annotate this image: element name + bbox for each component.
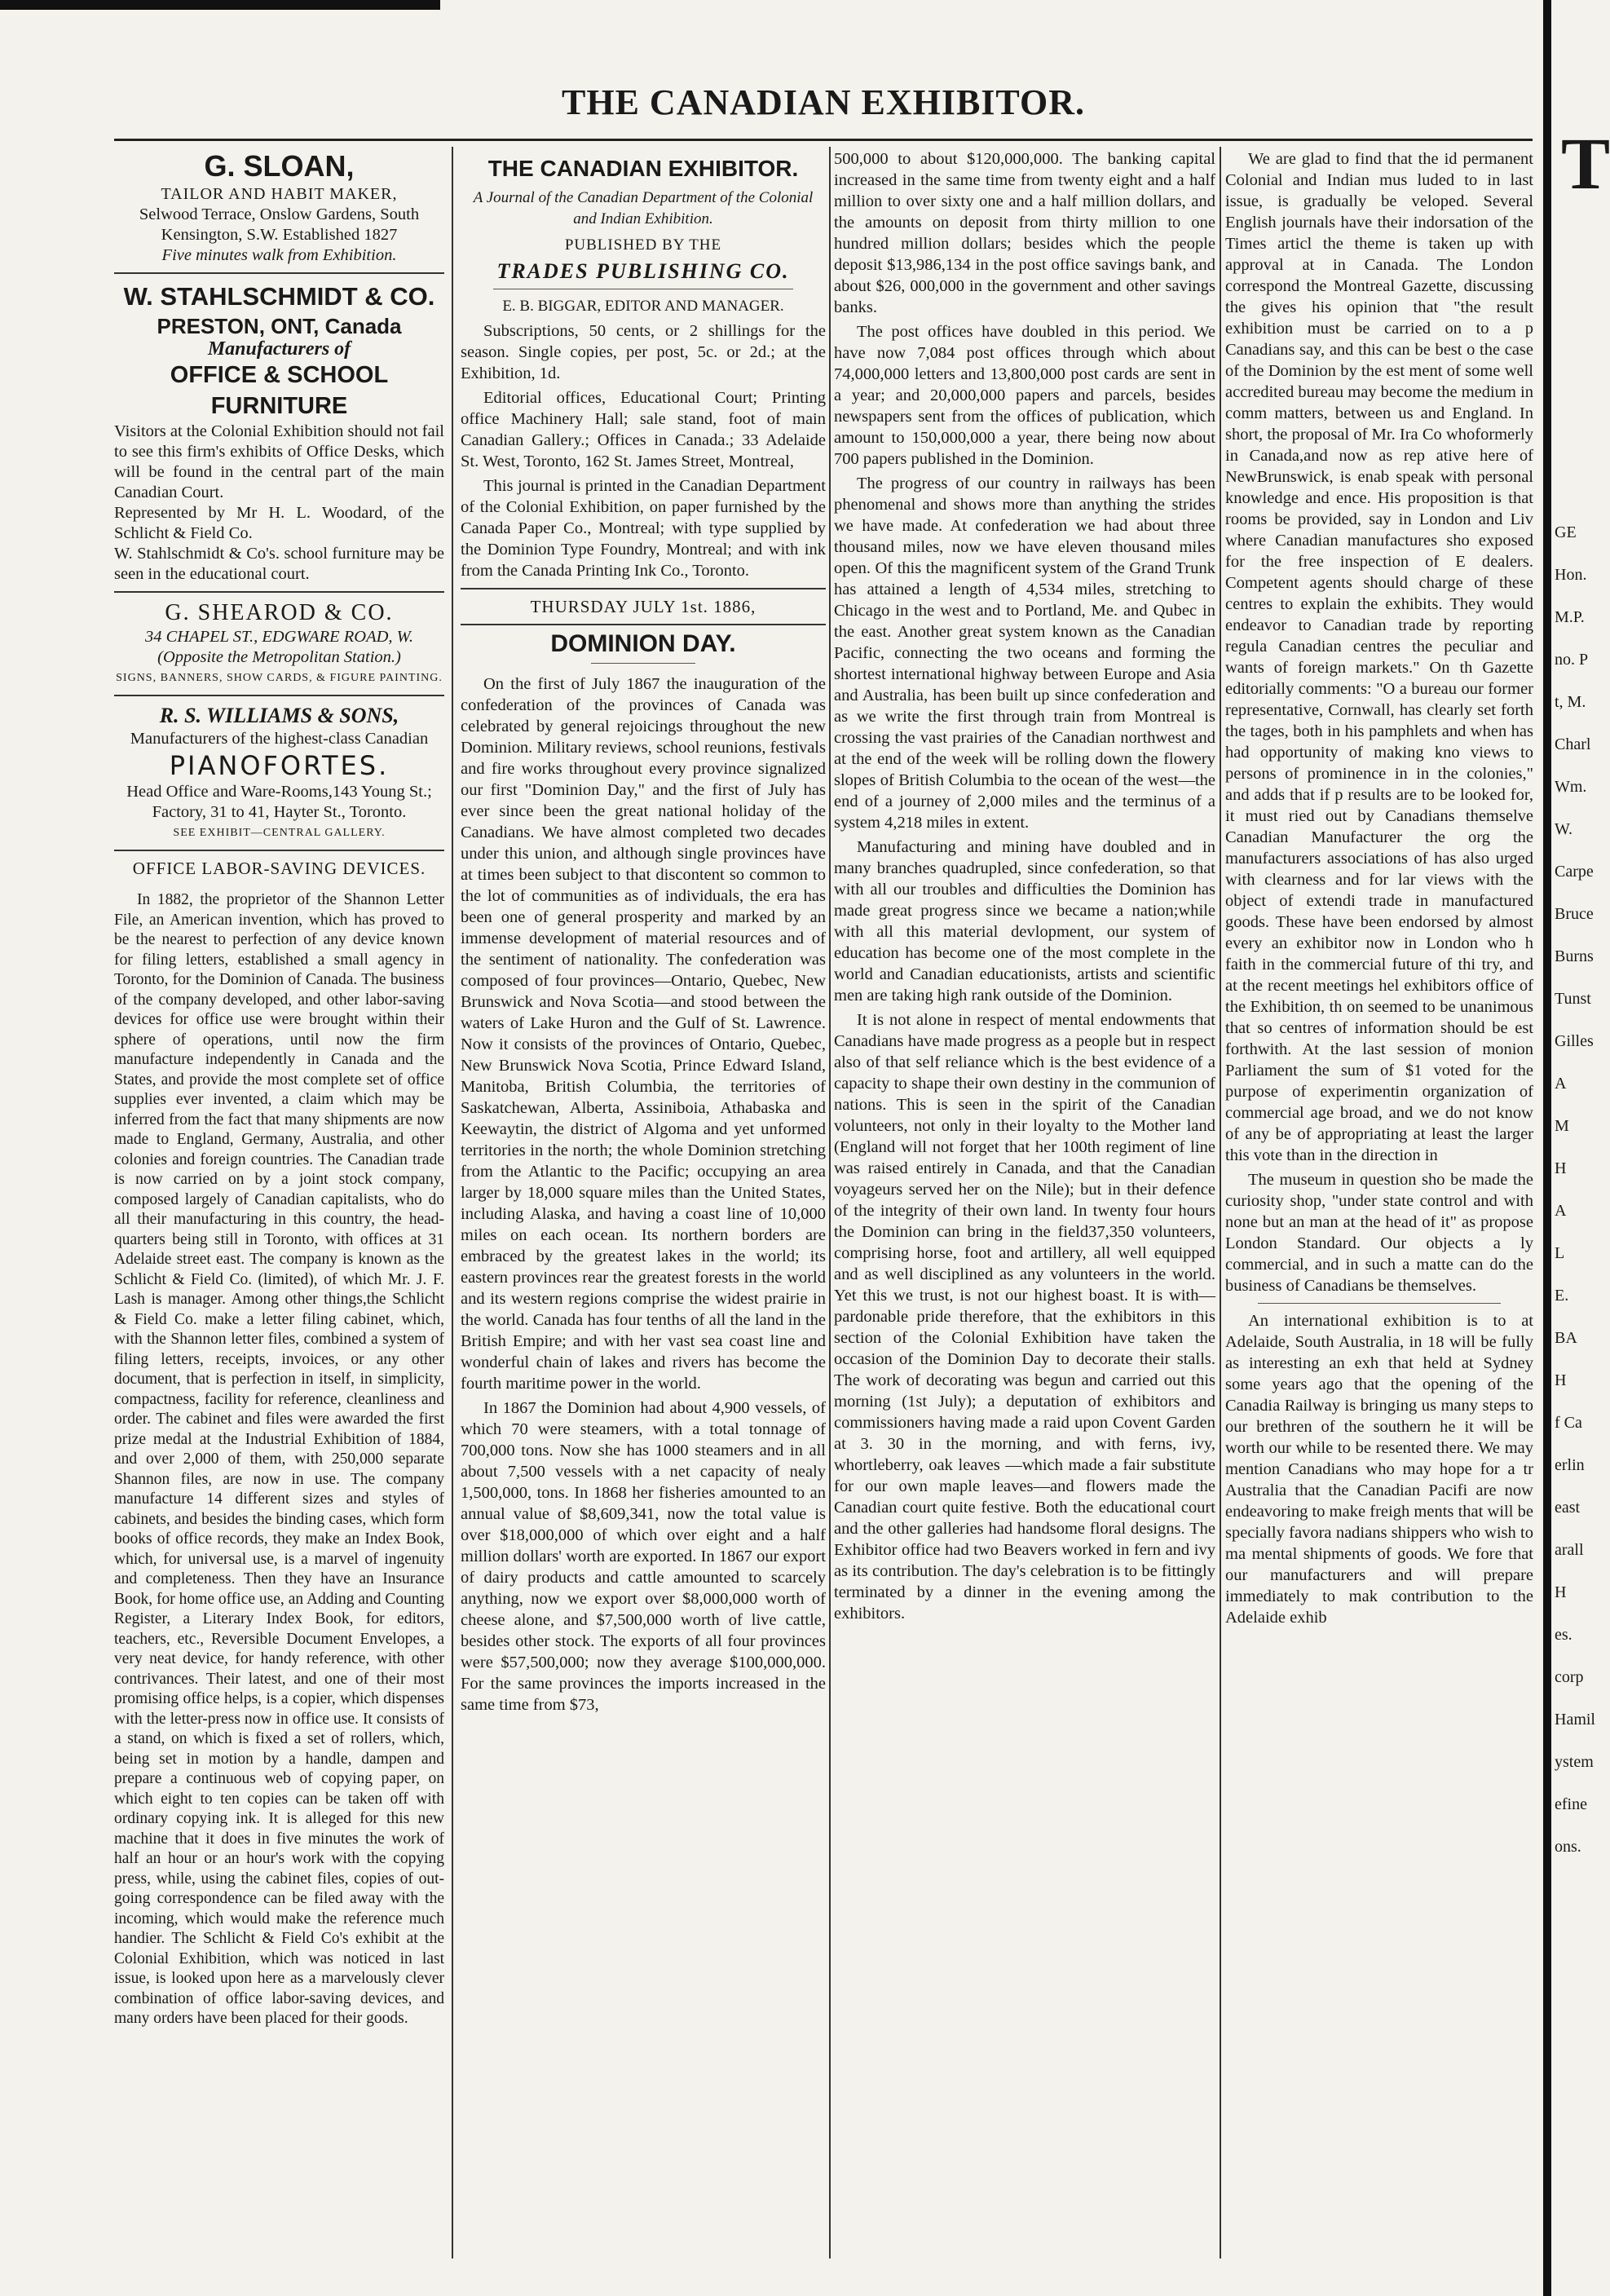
article-paragraph: The progress of our country in railways has been phenomenal and shows more than anything the strides we have made. At confederation we had about three thousand miles, now we have eleven thousand miles open. Of this the magnificent system of the Grand Trunk has attained a length of 4,534 miles, stretching to Chicago in the west and to Portland, Me. and Qubec in the east. Another great system known as the Canadian Pacific, connecting the two oceans and forming the shortest international highway between Europe and Asia and Australia, has been built up since confederation and as we write the first through train from Montreal is crossing the vast prairies of the Canadian northwest and at the end of the week will be rolling down the flowery slopes of British Columbia to the ocean of the west—the end of a journey of 2,000 miles and the terminus of a system 4,218 miles in extent. xyxy=(834,475,1215,832)
page-masthead: THE CANADIAN EXHIBITOR. xyxy=(562,82,1085,122)
adjacent-page-text-line: M xyxy=(1555,1117,1569,1135)
article-paragraph: The post offices have doubled in this period. We have now 7,084 post offices through which about 74,000,000 letters and 13,800,000 post cards are sent in a year; and 20,000,000 papers and parcels, besides newspapers sent from the offices of publication, which amount to 150,000,000 a year, there being now about 700 papers published in the Dominion. xyxy=(834,323,1215,468)
article-body: In 1882, the proprietor of the Shannon Letter File, an American invention, which has proved to be the nearest to perfection of any device known for filing letters, established a small agency in Toronto, for the Dominion of Canada. The business of the company developed, and other labor-saving devices for office use were brought within their sphere of operations, until now the firm manufacture independently in Canada and the States, and provide the most complete set of office supplies ever invented, a claim which may be inferred from the fact that many shipments are now made to England, Germany, Australia, and other colonies and foreign countries. The Canadian trade is now carried on by a joint stock company, composed largely of Canadian capitalists, who do all their manufacturing in this country, the head-quarters being still in Toronto, with offices at 31 Adelaide street east. The company is known as the Schlicht & Field Co. (limited), of which Mr. J. F. Lash is manager. Among other things,the Schlicht & Field Co. make a letter filing cabinet, which, with the Shannon letter files, combined a system of filing letters, receipts, invoices, or any other document, that is perfection in itself, in simplicity, compactness, facility for reference, cleanliness and order. The cabinet and files were awarded the first prize medal at the Industrial Exhibition of 1884, and over 2,000 of them, with 250,000 separate Shannon files, are now in use. The company manufacture 14 different sizes and styles of cabinets, and besides the binding cases, which form books of office records, they make an Index Book, which, for universal use, is a marvel of ingenuity and completeness. Then they have an Insurance Book, for home office use, an Adding and Counting Register, a Literary Index Book, for editors, teachers, etc., Reversible Document Envelopes, a very neat device, for handy reference, with other contrivances. Their latest, and one of their most promising office helps, is a copier, which dispenses with the letter-press now in office use. It consists of a stand, on which is fixed a set of rollers, which, being set in motion by a handle, dampen and prepare a continuous web of copying paper, on which eight to ten copies can be taken off with ordinary copying ink. It is alleged for this new machine that it does in five minutes the work of half an hour or an hour's work with the copying press, while, using the cabinet files, copies of out-going correspondence can be filed away with the incoming, which would make the reference much handier. The Schlicht & Field Co's exhibit at the Colonial Exhibition, which was noticed in last issue, is looked upon here as a marvelously clever combination of office labor-saving devices, and many orders have been placed for their goods. xyxy=(114,891,444,2027)
ad-sloan-trade: TAILOR AND HABIT MAKER, xyxy=(161,185,398,203)
adjacent-page-text-line: W. xyxy=(1555,820,1573,838)
adjacent-page-text-line: Hon. xyxy=(1555,566,1587,584)
adjacent-page-text-line: f Ca xyxy=(1555,1414,1582,1432)
adjacent-page-text-line: L xyxy=(1555,1244,1565,1262)
ad-sloan-name: G. SLOAN, xyxy=(204,149,355,183)
page-gutter xyxy=(1543,0,1551,2296)
article-paragraph: On the first of July 1867 the inauguration of the confederation of the provinces of Canada was celebrated by general rejoicings throughout the new Dominion. Military reviews, school reunions, festivals and fire works throughout every province signalized our first "Dominion Day," and the first of July has ever since been the great national holiday of the Canadians. We have almost completed two decades under this union, and although single provinces have at times been subject to that discontent so common to the lot of communities as of individuals, the era has been one of general prosperity and marked by an immense development of material resources and of the sentiment of nationality. The confederation was composed of four provinces—Ontario, Quebec, New Brunswick and Nova Scotia—and stood between the waters of Lake Huron and the Gulf of St. Lawrence. Now it consists of the provinces of Ontario, Quebec, New Brunswick Nova Scotia, Prince Edward Island, Manitoba, British Columbia, the territories of Saskatchewan, Alberta, Assiniboia, Athabaska and Keewaytin, the district of Algoma and yet unformed territories in the north; the whole Dominion stretching from the Atlantic to the Pacific; occupying an area larger by 18,000 square miles than the United States, including Alaska, and having a coast line of 10,000 miles on each ocean. Its northern borders are embraced by the greatest lakes in the world; its eastern provinces rear the greatest forests in the world and its western regions comprise the widest prairie in the world. Canada has four tenths of all the land in the British Empire; and with her vast sea coast line and wonderful chain of lakes and rivers has become the fourth maritime power in the world. xyxy=(461,675,826,1393)
divider xyxy=(1258,1303,1501,1304)
ad-sloan xyxy=(114,148,444,266)
article-paragraph: We are glad to find that the id permanent Colonial and Indian mus luded to in last issue, is gradually be veloped. Several English journals have their indorsation of the Times articl the theme is taken up with approval at in Canada. The London correspond the Montreal Gazette, discussing the gives his opinion that "the result exhibition must be carried on to a p Canadians say, and this can be best o the case of the Dominion by the est ment of some well accredited bureau may become the medium in comm matters, between us and England. In short, the proposal of Mr. Ira Co whoformerly in Canada,and now as rep ative here of NewBrunswick, is enab speak with personal knowledge and ence. His proposition is that rooms be provided, say in London and Liv where Canadian manufactures sho exposed for the free inspection of E dealers. Competent agents should charge of these centres to explain the exhibits. They would endeavor to Canadian trade by reporting regula Canadian centres the peculiar and wants of foreign markets." On th Gazette editorially comments: "O a bureau our former representative, Cornwall, has clearly set forth the tages, both in his pamphlets and when has had opportunity of making kno views to persons of prominence in in the colonies," and adds that if p results are to be looked for, it must ried out by Canadians themselve Canadian Manufacturer the org the manufacturers associations of has also urged with clearness and for lar views with the object of extendi trade in manufactured goods. These have been endorsed by almost every an exhibitor now in London who h faith in the commercial future of thi try, and at the recent meetings hel exhibitors office of the Exhibition, th on seemed to be unanimous that so centres of information should be est forthwith. At the last session of monion Parliament the sum of $1 voted for the purpose of experimentin organization of commercial age broad, and we do not know of any be of appropriating at least the larger this vote than in the direction in xyxy=(1225,150,1533,1164)
divider xyxy=(114,591,444,593)
adjacent-page-text-line: A xyxy=(1555,1202,1567,1220)
ad-shearod xyxy=(114,599,444,688)
adjacent-page-text-line: H xyxy=(1555,1583,1567,1601)
adjacent-page-text-line: Tunst xyxy=(1555,990,1591,1008)
journal-title: THE CANADIAN EXHIBITOR. xyxy=(487,156,799,181)
adjacent-page-text-line: M.P. xyxy=(1555,608,1585,626)
ad-williams-desc: Manufacturers of the highest-class Canadian xyxy=(130,730,429,748)
divider xyxy=(114,695,444,696)
adjacent-page-text-line: no. P xyxy=(1555,651,1589,669)
ad-stahl-text-2: Represented by Mr H. L. Woodard, of the Schlicht & Field Co. xyxy=(114,504,444,542)
scan-edge-mark xyxy=(0,0,440,10)
article-paragraph: The museum in question sho be made the curiosity shop, "under state control and with none but an man at the head of it" as propose London Standard. Our objects a ly commercial, and in such a matte can do the business of Canadians be themselves. xyxy=(1225,1171,1533,1295)
masthead-rule xyxy=(114,139,1533,141)
ad-stahl-name: W. STAHLSCHMIDT & CO. xyxy=(123,282,435,311)
ad-stahl-place: PRESTON, ONT, Canada xyxy=(157,314,402,338)
ad-shearod-trade: SIGNS, BANNERS, SHOW CARDS, & FIGURE PAINTING. xyxy=(116,672,443,684)
adjacent-page-text-line: A xyxy=(1555,1075,1567,1093)
journal-info-1: Subscriptions, 50 cents, or 2 shillings for the season. Single copies, per post, 5c. or 2d.; at the Exhibition, 1d. xyxy=(461,322,826,382)
ad-sloan-address: Selwood Terrace, Onslow Gardens, South Kensington, S.W. Established 1827 xyxy=(139,205,420,244)
adjacent-page-text-line: east xyxy=(1555,1499,1581,1517)
editor-line: E. B. BIGGAR, EDITOR AND MANAGER. xyxy=(502,298,784,315)
ad-sloan-note: Five minutes walk from Exhibition. xyxy=(161,246,397,264)
adjacent-page-text-line: ons. xyxy=(1555,1838,1581,1856)
ad-williams-name: R. S. WILLIAMS & SONS, xyxy=(159,704,399,727)
article-paragraph: Manufacturing and mining have doubled and in many branches quadrupled, since confederation, so that with all our troubles and difficulties the Dominion has made great progress since we became a nation;while with all this material devlopment, our system of education has become one of the most complete in the world and Canadian educationists, artists and scientific men are taking high rank outside of the Dominion. xyxy=(834,838,1215,1004)
article-paragraph: An international exhibition is to at Adelaide, South Australia, in 18 will be fully as interesting an exh that held at Sydney some years ago that the opening of the Canadia Railway is bringing us many steps to our brethren of the southern he it will be worth our while to be resented there. We may mention Canadians who may hope for a tr Australia that the Canadian Pacifi are now endeavoring to make freigh ments that will be specially favora nadians shippers who wish to ma mental shipments of goods. We fore that our manufacturers and will prepare immediately to mak contribution to the Adelaide exhib xyxy=(1225,1312,1533,1627)
column-1 xyxy=(114,148,444,2236)
divider xyxy=(461,624,826,625)
issue-date: THURSDAY JULY 1st. 1886, xyxy=(530,597,756,616)
ad-stahlschmidt xyxy=(114,280,444,585)
adjacent-page-text xyxy=(1555,522,1595,1879)
column-3 xyxy=(834,148,1215,2236)
adjacent-page-text-line: E. xyxy=(1555,1287,1569,1305)
adjacent-page-text-line: H xyxy=(1555,1371,1567,1389)
column-2 xyxy=(461,148,826,2236)
journal-subtitle: A Journal of the Canadian Department of the Colonial and Indian Exhibition. xyxy=(473,189,814,227)
adjacent-page-text-line: Hamil xyxy=(1555,1711,1595,1729)
adjacent-page-text-line: H xyxy=(1555,1159,1567,1177)
ad-stahl-text-1: Visitors at the Colonial Exhibition should not fail to see this firm's exhibits of Office Desks, which will be found in the central part of the main Canadian Court. xyxy=(114,422,444,501)
adjacent-page-fragment xyxy=(1543,0,1610,2296)
journal-info-3: This journal is printed in the Canadian Department of the Colonial Exhibition, on paper furnished by the Canada Paper Co., Montreal; with type supplied by the Dominion Type Foundry, Montreal; and with ink from the Canada Printing Ink Co., Toronto. xyxy=(461,477,826,580)
adjacent-page-text-line: Charl xyxy=(1555,735,1591,753)
publisher-name: TRADES PUBLISHING CO. xyxy=(496,259,790,283)
ad-stahl-product: OFFICE & SCHOOL FURNITURE xyxy=(170,362,389,419)
divider xyxy=(114,850,444,851)
adjacent-page-text-line: Carpe xyxy=(1555,863,1594,881)
adjacent-page-letter: T xyxy=(1561,124,1610,205)
adjacent-page-text-line: Bruce xyxy=(1555,905,1594,923)
ad-shearod-address: 34 CHAPEL ST., EDGWARE ROAD, W. xyxy=(144,628,414,646)
ad-williams-product: PIANOFORTES. xyxy=(169,750,390,781)
adjacent-page-text-line: corp xyxy=(1555,1668,1584,1686)
adjacent-page-text-line: Burns xyxy=(1555,947,1594,965)
ad-williams-see: SEE EXHIBIT—CENTRAL GALLERY. xyxy=(173,827,386,839)
ad-williams-address: Head Office and Ware-Rooms,143 Young St.; Factory, 31 to 41, Hayter St., Toronto. xyxy=(126,783,432,821)
adjacent-page-text-line: ystem xyxy=(1555,1753,1594,1771)
article-paragraph: 500,000 to about $120,000,000. The banking capital increased in the same time from twenty eight and a half million to over sixty one and a half million dollars, and the amounts on deposit from thirty million to one hundred million dollars; besides which the people deposit $13,986,134 in the post office savings bank, and about $26, 000,000 in the government and other savings banks. xyxy=(834,150,1215,316)
adjacent-page-text-line: arall xyxy=(1555,1541,1584,1559)
adjacent-page-text-line: erlin xyxy=(1555,1456,1585,1474)
article-heading: DOMINION DAY. xyxy=(550,630,736,657)
adjacent-page-text-line: BA xyxy=(1555,1329,1577,1347)
column-rule xyxy=(452,147,453,2258)
divider xyxy=(114,272,444,274)
published-by: PUBLISHED BY THE xyxy=(564,236,722,254)
adjacent-page-text-line: GE xyxy=(1555,523,1577,541)
article-paragraph: It is not alone in respect of mental endowments that Canadians have made progress as a people but in respect also of that self reliance which is the best evidence of a capacity to shape their own destiny in the communion of nations. This is seen in the spirit of the Canadian volunteers, not only in their loyalty to the Mother land (England will not forget that her 100th regiment of line was raised entirely in Canada, and that the Canadian voyageurs served her on the Nile); but in their defence of the integrity of their own land. In twenty four hours the Dominion can bring in the field37,350 volunteers, comprising horse, foot and artillery, all well equipped and as well disciplined as any volunteers in the world. Yet this we trust, is not our highest boast. It is with—pardonable pride therefore, that the exhibitors in this section of the Colonial Exhibition have taken the occasion of the Dominion Day to decorate their stalls. The work of decorating was begun and carried out this morning (1st July); a deputation of exhibitors and commissioners having made a raid upon Covent Garden at 3. 30 in the morning, and with ferns, ivy, whortleberry, oak leaves —which made a fair substitute for our own maple leaves—and flowers made the Canadian court quite festive. Both the educational court and the other galleries had handsome floral designs. The Exhibitor office had two Beavers worked in fern and ivy as its contribution. The day's celebration is to be fittingly terminated by a dinner in the evening among the exhibitors. xyxy=(834,1011,1215,1623)
adjacent-page-text-line: efine xyxy=(1555,1795,1587,1813)
column-4 xyxy=(1225,148,1533,2203)
ad-stahl-mfr: Manufacturers of xyxy=(207,338,351,360)
article-paragraph: In 1867 the Dominion had about 4,900 vessels, of which 70 were steamers, with a total tonnage of 700,000 tons. Now she has 1000 steamers and in all about 7,500 vessels with a net capacity of nealy 1,500,000, tons. In 1868 her fisheries amounted to an annual value of $8,609,341, now the total value is over $18,000,000 of which over eight and a half million dollars' worth are exported. In 1867 our export of dairy products and cattle amounted to scarcely anything, now we export over $8,000,000 worth of cheese alone, and $7,500,000 worth of live cattle, besides other stock. The exports of all four provinces were $57,500,000; now they average $100,000,000. For the same provinces the imports increased in the same time from $73, xyxy=(461,1399,826,1714)
ad-williams xyxy=(114,703,444,843)
ad-stahl-text-3: W. Stahlschmidt & Co's. school furniture may be seen in the educational court. xyxy=(114,545,444,583)
ad-shearod-name: G. SHEAROD & CO. xyxy=(165,600,394,625)
divider xyxy=(591,663,695,664)
adjacent-page-text-line: es. xyxy=(1555,1626,1573,1644)
journal-info-2: Editorial offices, Educational Court; Printing office Machinery Hall; sale stand, foot of main Canadian Gallery.; Offices in Canada.; 33 Adelaide St. West, Toronto, 162 St. James Street, Montreal, xyxy=(461,389,826,470)
adjacent-page-text-line: Wm. xyxy=(1555,778,1587,796)
column-rule xyxy=(1220,147,1221,2258)
adjacent-page-text-line: Gilles xyxy=(1555,1032,1594,1050)
ad-shearod-opposite: (Opposite the Metropolitan Station.) xyxy=(157,648,401,666)
column-rule xyxy=(829,147,831,2258)
article-title: OFFICE LABOR-SAVING DEVICES. xyxy=(132,859,426,878)
adjacent-page-text-line: t, M. xyxy=(1555,693,1586,711)
divider xyxy=(461,588,826,589)
